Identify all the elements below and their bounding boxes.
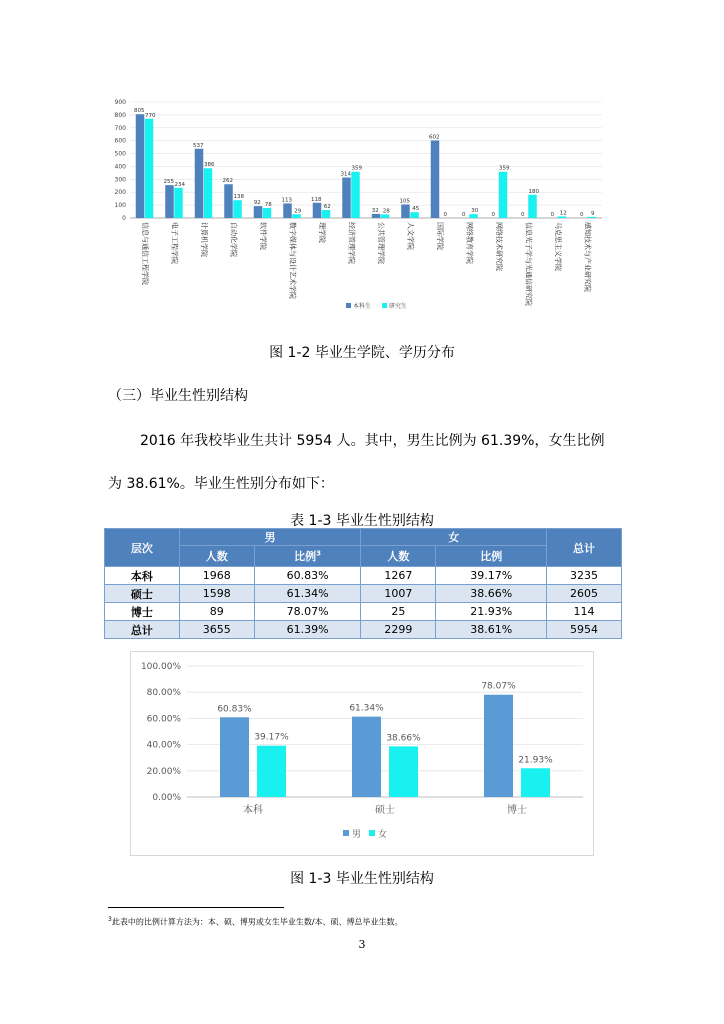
legend-label: 本科生 xyxy=(353,303,372,310)
data-label: 78 xyxy=(264,201,272,208)
data-label: 28 xyxy=(382,208,390,215)
bar-grad xyxy=(263,208,272,218)
data-label: 805 xyxy=(134,108,145,115)
bar-undergrad xyxy=(431,140,440,218)
x-tick-label: 理学院 xyxy=(317,222,326,243)
table-row xyxy=(105,621,622,639)
legend-label: 女 xyxy=(378,830,388,840)
bar-grad xyxy=(145,119,154,218)
cell-count-male: 3655 xyxy=(179,621,254,639)
cell-count-female: 1267 xyxy=(361,567,436,585)
cell-count-female: 1007 xyxy=(361,585,436,603)
data-label: 262 xyxy=(222,178,233,185)
cell-count-male: 1598 xyxy=(179,585,254,603)
bar-undergrad xyxy=(224,184,233,218)
data-label: 12 xyxy=(559,210,567,217)
data-label: 32 xyxy=(371,207,379,214)
bar-male xyxy=(220,717,249,797)
y-tick-label: 700 xyxy=(114,124,126,132)
cell-total: 114 xyxy=(547,603,622,621)
bar-undergrad xyxy=(254,206,263,218)
y-tick-label: 40.00% xyxy=(146,740,181,751)
legend-swatch xyxy=(382,303,387,308)
x-tick-label: 公共管理学院 xyxy=(376,222,385,264)
bar-undergrad xyxy=(342,178,351,218)
data-label: 359 xyxy=(351,165,362,172)
cell-rowhead: 总计 xyxy=(105,621,180,639)
bar-male xyxy=(352,717,381,797)
x-tick-label: 经济管理学院 xyxy=(347,222,356,264)
footnote-separator xyxy=(108,907,284,908)
gender-chart-frame xyxy=(130,651,594,856)
bar-grad xyxy=(410,212,419,218)
bar-grad xyxy=(351,172,360,218)
data-label: 770 xyxy=(145,112,156,119)
data-label: 30 xyxy=(471,208,479,215)
cell-total: 3235 xyxy=(547,567,622,585)
y-tick-label: 800 xyxy=(114,111,126,119)
data-label: 45 xyxy=(412,206,420,213)
page-number: 3 xyxy=(358,938,366,951)
y-tick-label: 100 xyxy=(114,202,126,210)
x-tick-label: 硕士 xyxy=(375,805,395,816)
x-tick-label: 信息与通信工程学院 xyxy=(140,222,149,285)
figure-1-2-caption: 图 1-2 毕业生学院、学历分布 xyxy=(269,345,455,361)
bar-grad xyxy=(528,195,537,218)
table-row xyxy=(105,603,622,621)
cell-rowhead: 本科 xyxy=(105,567,180,585)
data-label: 234 xyxy=(174,181,185,188)
cell-count-male: 1968 xyxy=(179,567,254,585)
bar-female xyxy=(521,768,550,797)
cell-ratio-female: 39.17% xyxy=(436,567,547,585)
figure-1-3-caption: 图 1-3 毕业生性别结构 xyxy=(290,871,434,887)
data-label: 118 xyxy=(311,196,322,203)
bar-undergrad xyxy=(165,185,174,218)
cell-count-female: 2299 xyxy=(361,621,436,639)
y-tick-label: 0.00% xyxy=(152,793,181,803)
cell-count-male: 89 xyxy=(179,603,254,621)
footnote xyxy=(108,916,403,928)
data-label: 0 xyxy=(462,212,466,218)
header-ratio-male-label: 比例 xyxy=(294,550,317,563)
bar-grad xyxy=(587,217,596,218)
y-tick-label: 100.00% xyxy=(140,662,181,672)
data-label: 62 xyxy=(323,204,331,211)
y-tick-label: 60.00% xyxy=(146,714,181,725)
x-tick-label: 人文学院 xyxy=(406,222,415,250)
x-tick-label: 网络教育学院 xyxy=(465,222,474,264)
data-label: 386 xyxy=(204,162,215,169)
header-count-female: 人数 xyxy=(361,546,436,567)
bar-undergrad xyxy=(401,204,410,218)
data-label: 537 xyxy=(193,142,204,149)
data-label: 0 xyxy=(521,212,525,218)
legend-swatch xyxy=(369,830,375,836)
footnote-number: 3 xyxy=(108,916,112,923)
y-tick-label: 500 xyxy=(114,150,126,158)
header-female: 女 xyxy=(361,529,547,546)
cell-ratio-female: 38.61% xyxy=(436,621,547,639)
table-row xyxy=(105,585,622,603)
bar-undergrad xyxy=(283,203,292,218)
legend-label: 研究生 xyxy=(389,303,408,310)
data-label: 138 xyxy=(233,194,244,201)
bar-grad xyxy=(174,188,183,218)
bar-grad xyxy=(322,210,331,218)
data-label: 0 xyxy=(443,212,447,218)
cell-ratio-male: 61.39% xyxy=(254,621,361,639)
table-1-3-caption: 表 1-3 毕业生性别结构 xyxy=(290,513,434,529)
header-ratio-male xyxy=(254,546,361,567)
bar-grad xyxy=(233,200,242,218)
cell-count-female: 25 xyxy=(361,603,436,621)
data-label: 9 xyxy=(591,210,595,217)
data-label: 113 xyxy=(281,197,292,204)
cell-ratio-male: 60.83% xyxy=(254,567,361,585)
x-tick-label: 感知技术与产业研究院 xyxy=(583,222,592,292)
footnote-text: 此表中的比例计算方法为：本、硕、博男或女生毕业生数/本、硕、博总毕业生数。 xyxy=(111,917,403,927)
cell-ratio-female: 38.66% xyxy=(436,585,547,603)
data-label: 78.07% xyxy=(481,681,516,692)
y-tick-label: 600 xyxy=(114,137,126,145)
header-level: 层次 xyxy=(105,529,180,567)
bar-undergrad xyxy=(136,114,145,218)
bar-grad xyxy=(499,172,508,218)
data-label: 21.93% xyxy=(518,755,553,766)
x-tick-label: 软件学院 xyxy=(258,222,267,250)
data-label: 105 xyxy=(399,198,410,205)
legend-swatch xyxy=(343,830,349,836)
data-label: 60.83% xyxy=(217,704,252,715)
data-label: 92 xyxy=(253,200,261,207)
cell-ratio-male: 61.34% xyxy=(254,585,361,603)
data-label: 29 xyxy=(294,208,302,215)
section-heading: （三）毕业生性别结构 xyxy=(108,388,248,404)
x-tick-label: 马克思主义学院 xyxy=(553,222,562,271)
data-label: 180 xyxy=(528,188,539,195)
paragraph-line-1: 2016 年我校毕业生共计 5954 人。其中，男生比例为 61.39%，女生比例 xyxy=(140,433,605,449)
x-tick-label: 国际学院 xyxy=(435,222,444,250)
header-total: 总计 xyxy=(547,529,622,567)
y-tick-label: 200 xyxy=(114,189,126,197)
cell-ratio-female: 21.93% xyxy=(436,603,547,621)
y-tick-label: 0 xyxy=(122,215,126,222)
data-label: 602 xyxy=(429,134,440,141)
footnote-marker: 3 xyxy=(316,549,321,558)
bar-female xyxy=(257,746,286,797)
bar-grad xyxy=(381,214,390,218)
header-male: 男 xyxy=(179,529,361,546)
data-label: 38.66% xyxy=(386,733,421,744)
bar-undergrad xyxy=(372,214,381,218)
cell-rowhead: 博士 xyxy=(105,603,180,621)
x-tick-label: 本科 xyxy=(243,805,263,816)
y-tick-label: 300 xyxy=(114,176,126,184)
legend-swatch xyxy=(346,303,351,308)
bar-undergrad xyxy=(195,149,204,218)
x-tick-label: 博士 xyxy=(507,805,527,816)
data-label: 359 xyxy=(499,165,510,172)
y-tick-label: 900 xyxy=(114,99,126,106)
y-tick-label: 20.00% xyxy=(146,766,181,777)
data-label: 0 xyxy=(580,212,584,218)
data-label: 0 xyxy=(491,212,495,218)
data-label: 255 xyxy=(163,179,174,186)
bar-grad xyxy=(204,168,213,218)
bar-female xyxy=(389,746,418,797)
cell-rowhead: 硕士 xyxy=(105,585,180,603)
data-label: 61.34% xyxy=(349,703,384,714)
data-label: 0 xyxy=(550,212,554,218)
legend-label: 男 xyxy=(352,830,362,840)
bar-grad xyxy=(558,216,567,218)
data-label: 39.17% xyxy=(254,732,289,743)
cell-total: 2605 xyxy=(547,585,622,603)
x-tick-label: 数字媒体与设计艺术学院 xyxy=(288,222,297,299)
x-tick-label: 信息光子学与光通信研究院 xyxy=(524,222,533,306)
college-distribution-chart xyxy=(110,96,614,318)
cell-total: 5954 xyxy=(547,621,622,639)
gender-structure-table xyxy=(104,528,622,639)
x-tick-label: 自动化学院 xyxy=(229,222,238,257)
header-ratio-female: 比例 xyxy=(436,546,547,567)
x-tick-label: 网络技术研究院 xyxy=(494,222,503,271)
y-tick-label: 400 xyxy=(114,163,126,171)
gender-structure-chart xyxy=(131,652,593,855)
bar-grad xyxy=(469,214,478,218)
table-row xyxy=(105,567,622,585)
bar-undergrad xyxy=(313,203,322,218)
y-tick-label: 80.00% xyxy=(146,688,181,699)
paragraph-line-2: 为 38.61%。毕业生性别分布如下： xyxy=(108,476,334,492)
x-tick-label: 计算机学院 xyxy=(199,222,208,257)
bar-male xyxy=(484,695,513,797)
data-label: 314 xyxy=(340,171,351,178)
header-count-male: 人数 xyxy=(179,546,254,567)
cell-ratio-male: 78.07% xyxy=(254,603,361,621)
x-tick-label: 电子工程学院 xyxy=(170,222,179,264)
bar-grad xyxy=(292,214,301,218)
